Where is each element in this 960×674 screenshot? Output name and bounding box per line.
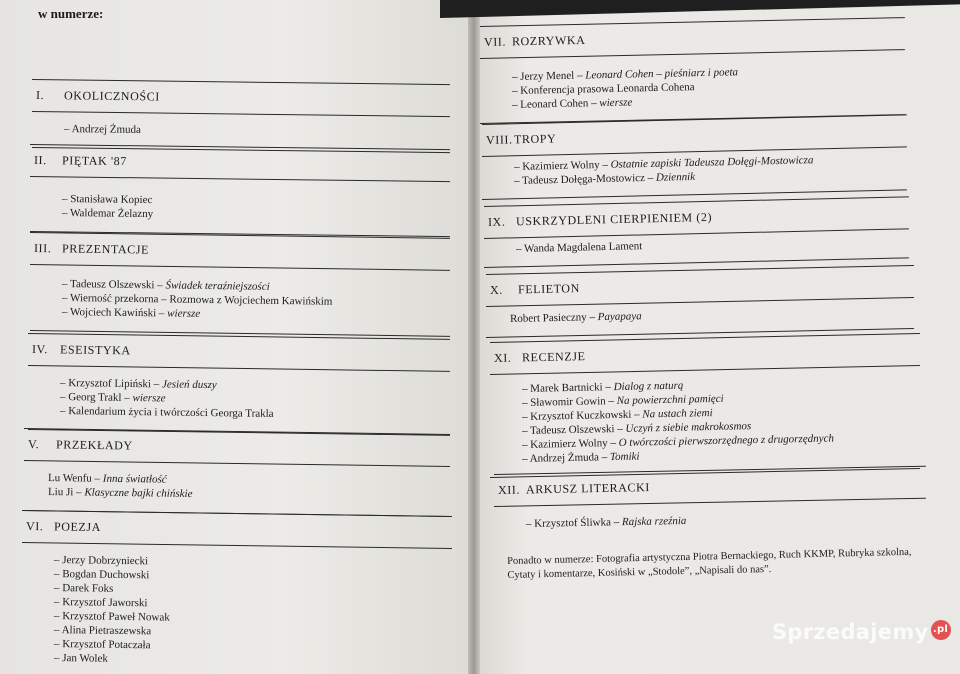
- entry-author: Lu Wenfu –: [47, 472, 103, 485]
- footer-note: Ponadto w numerze: Fotografia artystyczna Piotra Bernackiego, Ruch KKMP, Rubryka szkolna, Cytaty i komentarze, Kosiński w „Stodole”, „Napisali do nas”.: [507, 546, 912, 581]
- contents-entry: [60, 391, 166, 404]
- entry-author: – Kazimierz Wolny –: [521, 436, 619, 451]
- entry-title: Inna światłość: [102, 472, 167, 486]
- entry-author: – Krzysztof Śliwka –: [525, 516, 623, 530]
- entry-author: – Tadeusz Dołęga-Mostowicz –: [513, 171, 657, 187]
- entry-title: Tomiki: [609, 450, 640, 464]
- entry-title: Świadek teraźniejszości: [165, 279, 270, 293]
- entry-author: – Waldemar Żelazny: [61, 207, 154, 221]
- section-number: X.: [489, 282, 504, 297]
- contents-entry: [54, 610, 170, 624]
- section-name: ARKUSZ LITERACKI: [525, 480, 651, 497]
- entry-author: – Wojciech Kawiński –: [61, 306, 168, 320]
- section-name: RECENZJE: [521, 349, 586, 365]
- section-title: [484, 33, 586, 50]
- contents-entry: [54, 554, 148, 567]
- entry-author: – Andrzej Żmuda –: [521, 451, 611, 465]
- entry-author: – Alina Pietraszewska: [53, 624, 152, 638]
- entry-author: – Marek Bartnicki –: [521, 381, 614, 395]
- section-number: VIII.: [485, 132, 513, 147]
- entry-author: – Kazimierz Wolny –: [513, 158, 611, 173]
- section-number: XI.: [493, 350, 512, 365]
- contents-entry: [48, 472, 167, 486]
- entry-author: – Georg Trakl –: [59, 391, 133, 405]
- section-name: ESEISTYKA: [59, 342, 131, 358]
- section-name: USKRZYDLENI CIERPIENIEM (2): [515, 209, 713, 229]
- section-name: TROPY: [513, 131, 557, 147]
- entry-title: wiersze: [599, 96, 633, 110]
- entry-title: Payapaya: [597, 310, 642, 324]
- entry-author: – Jerzy Dobrzyniecki: [53, 554, 149, 568]
- section-number: I.: [35, 88, 45, 103]
- contents-entry: [512, 96, 633, 111]
- entry-author: – Krzysztof Paweł Nowak: [53, 610, 170, 624]
- section-title: [36, 88, 160, 105]
- contents-entry: [62, 193, 153, 206]
- section-title: [34, 241, 149, 258]
- watermark-text: Sprzedajemy: [772, 620, 929, 644]
- section-name: POEZJA: [53, 519, 102, 535]
- section-number: VII.: [483, 34, 507, 49]
- entry-author: – Krzysztof Jaworski: [53, 596, 148, 610]
- entry-title: Dialog z naturą: [613, 379, 684, 394]
- section-number: II.: [33, 153, 47, 168]
- entry-author: – Wierność przekorna – Rozmowa z Wojciechem Kawińskim: [61, 292, 333, 308]
- section-number: XII.: [497, 482, 521, 497]
- entry-author: – Andrzej Żmuda: [63, 123, 142, 136]
- contents-header: w numerze:: [38, 6, 104, 21]
- entry-author: – Bogdan Duchowski: [53, 568, 150, 582]
- entry-title: Rajska rzeźnia: [621, 514, 687, 529]
- section-title: [26, 519, 101, 535]
- entry-author: – Konferencja prasowa Leonarda Cohena: [511, 81, 695, 97]
- section-name: PREZENTACJE: [61, 241, 150, 257]
- contents-entry: [54, 638, 151, 651]
- section-name: OKOLICZNOŚCI: [63, 88, 160, 104]
- entry-title: Na powierzchni pamięci: [616, 392, 724, 408]
- section-name: PIĘTAK '87: [61, 153, 127, 169]
- entry-author: – Darek Foks: [53, 582, 114, 595]
- entry-title: Jesień duszy: [161, 378, 217, 392]
- entry-author: – Jerzy Menel –: [511, 69, 586, 83]
- entry-author: – Tadeusz Olszewski –: [61, 278, 166, 292]
- section-number: III.: [33, 241, 52, 256]
- contents-entry: [54, 568, 149, 581]
- contents-entry: [522, 451, 640, 465]
- section-number: VI.: [25, 519, 44, 534]
- contents-entry: [54, 652, 108, 665]
- entry-title: Klasyczne bajki chińskie: [84, 486, 193, 501]
- section-title: [490, 281, 580, 298]
- section-title: [494, 349, 586, 366]
- contents-entry: [64, 123, 141, 136]
- section-name: FELIETON: [517, 281, 581, 297]
- contents-entry: [54, 624, 151, 637]
- section-title: [486, 131, 557, 148]
- entry-title: Dziennik: [655, 170, 696, 184]
- entry-title: wiersze: [132, 392, 166, 405]
- entry-author: – Wanda Magdalena Lament: [515, 240, 643, 255]
- contents-entry: [62, 306, 200, 320]
- entry-author: – Krzysztof Kuczkowski –: [521, 408, 643, 423]
- entry-author: – Leonard Cohen –: [511, 97, 600, 111]
- entry-author: Robert Pasieczny –: [509, 311, 598, 325]
- entry-author: – Kalendarium życia i twórczości Georga Trakla: [59, 405, 274, 420]
- section-number: IV.: [31, 342, 49, 357]
- contents-entry: [48, 486, 193, 500]
- entry-author: – Tadeusz Olszewski –: [521, 422, 626, 437]
- section-number: V.: [27, 437, 40, 452]
- entry-author: – Krzysztof Lipiński –: [59, 377, 163, 391]
- contents-entry: [54, 582, 113, 595]
- section-name: ROZRYWKA: [511, 32, 586, 49]
- entry-title: wiersze: [167, 307, 201, 320]
- section-title: [498, 480, 650, 498]
- watermark-badge: .pl: [931, 620, 951, 640]
- section-title: [28, 437, 133, 453]
- entry-title: Na ustach ziemi: [642, 407, 713, 421]
- book-gutter: [468, 0, 480, 674]
- entry-title: Ostatnie zapiski Tadeusza Dołęgi-Mostowicza: [610, 154, 814, 171]
- entry-author: – Stanisława Kopiec: [61, 193, 153, 207]
- entry-title: O twórczości pierwszorzędnego z drugorzędnych: [618, 432, 835, 449]
- contents-entry: [62, 207, 153, 220]
- section-title: [34, 153, 127, 169]
- entry-author: – Sławomir Gowin –: [521, 395, 617, 409]
- contents-entry: [54, 596, 148, 609]
- section-number: IX.: [487, 214, 506, 229]
- entry-author: Liu Ji –: [47, 486, 85, 499]
- section-title: [32, 342, 131, 358]
- entry-author: – Krzysztof Potaczała: [53, 638, 151, 652]
- watermark-logo: [772, 620, 951, 644]
- entry-title: Leonard Cohen – pieśniarz i poeta: [585, 66, 739, 82]
- entry-author: – Jan Wolek: [53, 652, 108, 665]
- entry-title: Uczyń z siebie makrokosmos: [625, 420, 752, 435]
- section-name: PRZEKŁADY: [55, 437, 133, 453]
- contents-entry: [60, 377, 217, 391]
